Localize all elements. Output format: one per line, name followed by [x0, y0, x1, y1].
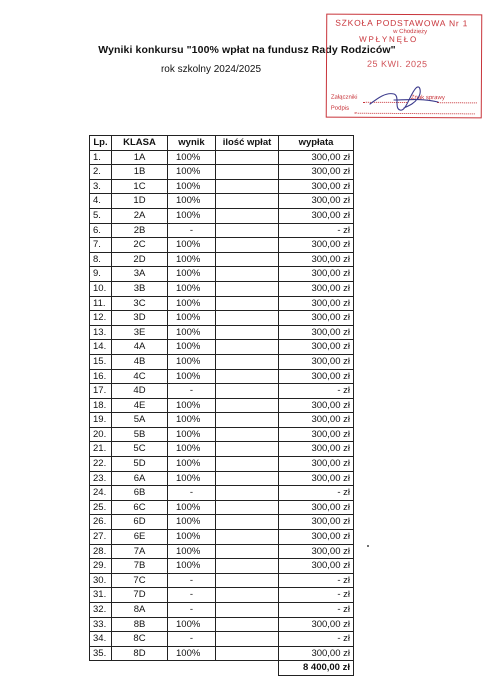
row-wynik: 100% — [168, 398, 216, 413]
table-row — [90, 179, 354, 194]
row-lp: 32. — [90, 603, 112, 618]
row-wyplata: 300,00 zł — [279, 530, 354, 545]
row-lp: 13. — [90, 325, 112, 340]
row-ilosc-wplat — [216, 296, 279, 311]
row-ilosc-wplat — [216, 486, 279, 501]
row-ilosc-wplat — [216, 617, 279, 632]
row-klasa: 5C — [112, 442, 168, 457]
stamp-signature-label: Podpis — [330, 105, 350, 112]
row-wyplata: 300,00 zł — [279, 471, 354, 486]
row-wyplata: 300,00 zł — [279, 457, 354, 472]
row-ilosc-wplat — [216, 223, 279, 238]
row-lp: 22. — [90, 457, 112, 472]
row-klasa: 4B — [112, 354, 168, 369]
row-klasa: 1D — [112, 194, 168, 209]
row-ilosc-wplat — [216, 646, 279, 661]
row-wynik: 100% — [168, 267, 216, 282]
row-wynik: 100% — [168, 311, 216, 326]
row-wyplata: 300,00 zł — [279, 340, 354, 355]
row-klasa: 1B — [112, 165, 168, 180]
handwritten-signature — [364, 74, 444, 118]
table-row — [90, 267, 354, 282]
row-wynik: - — [168, 486, 216, 501]
row-ilosc-wplat — [216, 515, 279, 530]
table-row — [90, 398, 354, 413]
row-klasa: 3B — [112, 281, 168, 296]
row-klasa: 7C — [112, 573, 168, 588]
total-blank-cell — [112, 661, 168, 676]
row-klasa: 4A — [112, 340, 168, 355]
header-lp: Lp. — [90, 136, 112, 151]
table-row — [90, 442, 354, 457]
row-wynik: 100% — [168, 150, 216, 165]
row-wynik: 100% — [168, 354, 216, 369]
results-table — [89, 135, 354, 676]
row-klasa: 4D — [112, 384, 168, 399]
table-row — [90, 150, 354, 165]
row-ilosc-wplat — [216, 150, 279, 165]
table-row — [90, 632, 354, 647]
row-ilosc-wplat — [216, 369, 279, 384]
row-klasa: 8D — [112, 646, 168, 661]
row-wyplata: 300,00 zł — [279, 515, 354, 530]
row-lp: 14. — [90, 340, 112, 355]
row-klasa: 3C — [112, 296, 168, 311]
table-row — [90, 573, 354, 588]
row-ilosc-wplat — [216, 194, 279, 209]
table-row — [90, 500, 354, 515]
table-row — [90, 457, 354, 472]
row-ilosc-wplat — [216, 354, 279, 369]
table-row — [90, 603, 354, 618]
row-wynik: - — [168, 384, 216, 399]
header-wynik: wynik — [168, 136, 216, 151]
row-klasa: 4C — [112, 369, 168, 384]
row-ilosc-wplat — [216, 413, 279, 428]
row-klasa: 1A — [112, 150, 168, 165]
row-wyplata: 300,00 zł — [279, 544, 354, 559]
table-row — [90, 646, 354, 661]
row-wyplata: 300,00 zł — [279, 194, 354, 209]
row-lp: 15. — [90, 354, 112, 369]
row-wynik: 100% — [168, 281, 216, 296]
row-wyplata: 300,00 zł — [279, 165, 354, 180]
row-lp: 6. — [90, 223, 112, 238]
row-wyplata: 300,00 zł — [279, 267, 354, 282]
row-wynik: 100% — [168, 325, 216, 340]
row-lp: 1. — [90, 150, 112, 165]
table-row — [90, 617, 354, 632]
row-wynik: 100% — [168, 442, 216, 457]
row-wynik: 100% — [168, 369, 216, 384]
table-row — [90, 515, 354, 530]
table-row — [90, 588, 354, 603]
row-lp: 26. — [90, 515, 112, 530]
row-wynik: 100% — [168, 515, 216, 530]
table-row — [90, 544, 354, 559]
row-klasa: 1C — [112, 179, 168, 194]
document-title: Wyniki konkursu "100% wpłat na fundusz Rady Rodziców" — [98, 44, 396, 56]
row-lp: 30. — [90, 573, 112, 588]
header-klasa: KLASA — [112, 136, 168, 151]
table-row — [90, 238, 354, 253]
row-lp: 16. — [90, 369, 112, 384]
row-lp: 23. — [90, 471, 112, 486]
row-wyplata: 300,00 zł — [279, 252, 354, 267]
row-wynik: - — [168, 573, 216, 588]
row-wynik: 100% — [168, 296, 216, 311]
row-lp: 7. — [90, 238, 112, 253]
row-wynik: 100% — [168, 179, 216, 194]
row-ilosc-wplat — [216, 442, 279, 457]
row-ilosc-wplat — [216, 530, 279, 545]
table-row — [90, 413, 354, 428]
row-lp: 29. — [90, 559, 112, 574]
row-klasa: 4E — [112, 398, 168, 413]
stamp-city: w Chodzieży — [393, 28, 428, 36]
table-row — [90, 530, 354, 545]
row-klasa: 7A — [112, 544, 168, 559]
row-ilosc-wplat — [216, 281, 279, 296]
row-wyplata: - zł — [279, 223, 354, 238]
row-ilosc-wplat — [216, 311, 279, 326]
row-klasa: 2A — [112, 208, 168, 223]
row-klasa: 2C — [112, 238, 168, 253]
stamp-received-label: WPŁYNĘŁO — [359, 34, 419, 45]
row-lp: 11. — [90, 296, 112, 311]
row-wynik: - — [168, 223, 216, 238]
row-klasa: 3D — [112, 311, 168, 326]
row-wynik: 100% — [168, 617, 216, 632]
row-klasa: 7B — [112, 559, 168, 574]
row-wyplata: 300,00 zł — [279, 427, 354, 442]
row-klasa: 3E — [112, 325, 168, 340]
row-lp: 4. — [90, 194, 112, 209]
row-wyplata: 300,00 zł — [279, 398, 354, 413]
row-ilosc-wplat — [216, 384, 279, 399]
row-wynik: 100% — [168, 238, 216, 253]
table-row — [90, 384, 354, 399]
table-row — [90, 340, 354, 355]
row-klasa: 6B — [112, 486, 168, 501]
row-lp: 8. — [90, 252, 112, 267]
row-lp: 10. — [90, 281, 112, 296]
row-ilosc-wplat — [216, 559, 279, 574]
row-ilosc-wplat — [216, 165, 279, 180]
row-wyplata: 300,00 zł — [279, 369, 354, 384]
row-wyplata: 300,00 zł — [279, 150, 354, 165]
row-wynik: 100% — [168, 194, 216, 209]
row-wyplata: 300,00 zł — [279, 296, 354, 311]
total-row — [90, 661, 354, 676]
row-wynik: 100% — [168, 208, 216, 223]
row-klasa: 8A — [112, 603, 168, 618]
row-wynik: 100% — [168, 646, 216, 661]
table-row — [90, 223, 354, 238]
row-wyplata: 300,00 zł — [279, 208, 354, 223]
table-row — [90, 559, 354, 574]
row-wyplata: 300,00 zł — [279, 238, 354, 253]
row-lp: 17. — [90, 384, 112, 399]
row-klasa: 5B — [112, 427, 168, 442]
row-wyplata: 300,00 zł — [279, 354, 354, 369]
stray-mark — [367, 545, 369, 547]
table-row — [90, 486, 354, 501]
row-wynik: 100% — [168, 530, 216, 545]
row-ilosc-wplat — [216, 325, 279, 340]
row-wyplata: - zł — [279, 632, 354, 647]
row-lp: 12. — [90, 311, 112, 326]
row-klasa: 5D — [112, 457, 168, 472]
row-ilosc-wplat — [216, 179, 279, 194]
table-row — [90, 296, 354, 311]
row-lp: 25. — [90, 500, 112, 515]
row-klasa: 8C — [112, 632, 168, 647]
row-wynik: 100% — [168, 500, 216, 515]
row-lp: 33. — [90, 617, 112, 632]
row-lp: 31. — [90, 588, 112, 603]
row-wynik: - — [168, 632, 216, 647]
table-row — [90, 252, 354, 267]
table-row — [90, 208, 354, 223]
row-wyplata: 300,00 zł — [279, 311, 354, 326]
row-lp: 35. — [90, 646, 112, 661]
row-klasa: 6A — [112, 471, 168, 486]
total-amount: 8 400,00 zł — [279, 661, 354, 676]
row-wyplata: - zł — [279, 588, 354, 603]
row-ilosc-wplat — [216, 252, 279, 267]
table-row — [90, 369, 354, 384]
row-lp: 2. — [90, 165, 112, 180]
row-lp: 18. — [90, 398, 112, 413]
row-wyplata: 300,00 zł — [279, 617, 354, 632]
stamp-date: 25 KWI. 2025 — [366, 58, 428, 70]
table-row — [90, 471, 354, 486]
row-klasa: 6C — [112, 500, 168, 515]
row-lp: 28. — [90, 544, 112, 559]
row-ilosc-wplat — [216, 573, 279, 588]
row-klasa: 8B — [112, 617, 168, 632]
row-wynik: 100% — [168, 340, 216, 355]
row-ilosc-wplat — [216, 588, 279, 603]
row-wyplata: 300,00 zł — [279, 325, 354, 340]
row-wyplata: - zł — [279, 384, 354, 399]
row-wyplata: 300,00 zł — [279, 559, 354, 574]
row-lp: 21. — [90, 442, 112, 457]
row-ilosc-wplat — [216, 471, 279, 486]
row-ilosc-wplat — [216, 427, 279, 442]
row-lp: 9. — [90, 267, 112, 282]
table-row — [90, 427, 354, 442]
row-klasa: 7D — [112, 588, 168, 603]
row-klasa: 2D — [112, 252, 168, 267]
row-wynik: 100% — [168, 252, 216, 267]
table-row — [90, 354, 354, 369]
row-klasa: 6D — [112, 515, 168, 530]
table-row — [90, 281, 354, 296]
row-wynik: 100% — [168, 427, 216, 442]
row-ilosc-wplat — [216, 500, 279, 515]
row-ilosc-wplat — [216, 267, 279, 282]
total-blank-cell — [168, 661, 216, 676]
row-wyplata: 300,00 zł — [279, 646, 354, 661]
row-klasa: 6E — [112, 530, 168, 545]
row-ilosc-wplat — [216, 208, 279, 223]
row-wyplata: 300,00 zł — [279, 179, 354, 194]
row-ilosc-wplat — [216, 632, 279, 647]
row-wyplata: 300,00 zł — [279, 442, 354, 457]
row-wyplata: 300,00 zł — [279, 500, 354, 515]
row-lp: 20. — [90, 427, 112, 442]
header-ilosc-wplat: ilość wpłat — [216, 136, 279, 151]
row-ilosc-wplat — [216, 544, 279, 559]
header-wyplata: wypłata — [279, 136, 354, 151]
stamp-case-label: Znak sprawy — [410, 95, 445, 102]
row-wynik: - — [168, 588, 216, 603]
row-ilosc-wplat — [216, 238, 279, 253]
stamp-attachments-label: Załączniki — [330, 94, 358, 101]
row-lp: 27. — [90, 530, 112, 545]
row-klasa: 3A — [112, 267, 168, 282]
row-wynik: - — [168, 603, 216, 618]
row-wyplata: - zł — [279, 573, 354, 588]
row-lp: 3. — [90, 179, 112, 194]
row-lp: 5. — [90, 208, 112, 223]
total-blank-cell — [216, 661, 279, 676]
stamp-school-name: SZKOŁA PODSTAWOWA Nr 1 — [335, 17, 469, 29]
row-ilosc-wplat — [216, 398, 279, 413]
table-row — [90, 325, 354, 340]
row-ilosc-wplat — [216, 457, 279, 472]
row-lp: 24. — [90, 486, 112, 501]
row-lp: 34. — [90, 632, 112, 647]
table-header-row — [90, 136, 354, 151]
row-wynik: 100% — [168, 544, 216, 559]
row-ilosc-wplat — [216, 603, 279, 618]
total-blank-cell — [90, 661, 112, 676]
row-wyplata: - zł — [279, 486, 354, 501]
table-row — [90, 311, 354, 326]
row-wyplata: 300,00 zł — [279, 281, 354, 296]
row-wynik: 100% — [168, 165, 216, 180]
row-wyplata: - zł — [279, 603, 354, 618]
row-lp: 19. — [90, 413, 112, 428]
table-row — [90, 194, 354, 209]
row-klasa: 2B — [112, 223, 168, 238]
row-ilosc-wplat — [216, 340, 279, 355]
row-wynik: 100% — [168, 559, 216, 574]
row-wynik: 100% — [168, 457, 216, 472]
row-wynik: 100% — [168, 413, 216, 428]
document-subtitle: rok szkolny 2024/2025 — [160, 64, 262, 75]
row-klasa: 5A — [112, 413, 168, 428]
row-wynik: 100% — [168, 471, 216, 486]
row-wyplata: 300,00 zł — [279, 413, 354, 428]
table-row — [90, 165, 354, 180]
